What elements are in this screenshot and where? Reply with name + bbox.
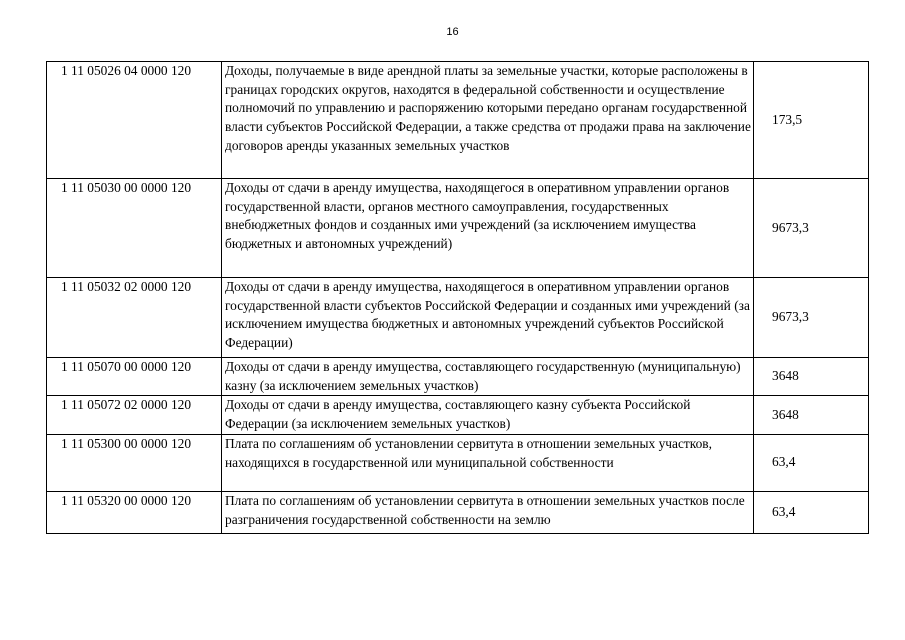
revenue-description-cell: Доходы от сдачи в аренду имущества, составляющего казну субъекта Российской Федерации (за исключением земельных участков) [222,396,754,434]
revenue-code-cell: 1 11 05032 02 0000 120 [47,278,222,358]
table-row [47,179,869,278]
table-row [47,491,869,533]
revenue-description-cell: Доходы, получаемые в виде арендной платы за земельные участки, которые расположены в границах городских округов, находятся в федеральной собственности и осуществление полномочий по управлению и распоряжению которыми передано органам государственной власти субъектов Российской Федерации, а также средства от продажи права на заключение договоров аренды указанных земельных участков [222,62,754,179]
table-row [47,434,869,491]
revenue-description-cell: Доходы от сдачи в аренду имущества, составляющего государственную (муниципальную) казну (за исключением земельных участков) [222,358,754,396]
revenue-table [46,61,869,534]
table-row [47,358,869,396]
revenue-description-cell: Плата по соглашениям об установлении сервитута в отношении земельных участков, находящихся в государственной или муниципальной собственности [222,434,754,491]
revenue-amount-cell: 9673,3 [754,278,869,358]
revenue-description-cell: Доходы от сдачи в аренду имущества, находящегося в оперативном управлении органов государственной власти, органов местного самоуправления, государственных внебюджетных фондов и созданных ими учреждений (за исключением имущества бюджетных и автономных учреждений) [222,179,754,278]
revenue-amount-cell: 9673,3 [754,179,869,278]
revenue-amount-cell: 3648 [754,396,869,434]
page-number: 16 [446,26,459,38]
revenue-code-cell: 1 11 05320 00 0000 120 [47,491,222,533]
revenue-description-cell: Доходы от сдачи в аренду имущества, находящегося в оперативном управлении органов государственной власти субъектов Российской Федерации и созданных ими учреждений (за исключением имущества бюджетных и автономных учреждений субъектов Российской Федерации) [222,278,754,358]
revenue-code-cell: 1 11 05026 04 0000 120 [47,62,222,179]
revenue-amount-cell: 3648 [754,358,869,396]
revenue-amount-cell: 63,4 [754,434,869,491]
revenue-description-cell: Плата по соглашениям об установлении сервитута в отношении земельных участков после разграничения государственной собственности на землю [222,491,754,533]
table-row [47,396,869,434]
revenue-code-cell: 1 11 05030 00 0000 120 [47,179,222,278]
table-row [47,62,869,179]
revenue-amount-cell: 63,4 [754,491,869,533]
revenue-code-cell: 1 11 05300 00 0000 120 [47,434,222,491]
revenue-code-cell: 1 11 05072 02 0000 120 [47,396,222,434]
revenue-code-cell: 1 11 05070 00 0000 120 [47,358,222,396]
revenue-amount-cell: 173,5 [754,62,869,179]
table-row [47,278,869,358]
